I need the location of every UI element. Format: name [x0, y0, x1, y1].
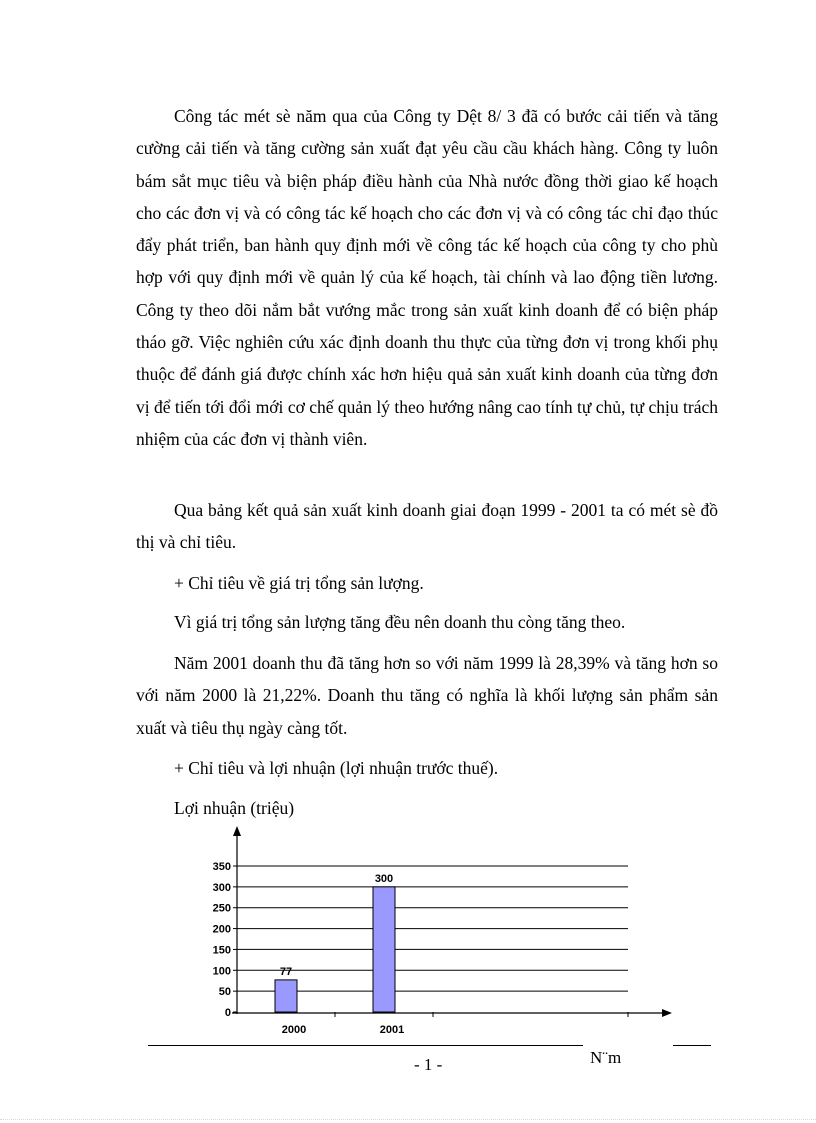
heading-profit: + Chỉ tiêu và lợi nhuận (lợi nhuận trước thuế). [174, 758, 499, 778]
paragraph-intro: Công tác mét sè năm qua của Công ty Dệt 8/ 3 đã có bước cải tiến và tăng cường cải tiến và tăng cường sản xuất đạt yêu cầu cầu khách hàng. Công ty luôn bám sắt mục tiêu và biện pháp điều hành của Nhà nước đồng thời giao kế hoạch cho các đơn vị và có công tác kế hoạch cho các đơn vị và có công tác chỉ đạo thúc đẩy phát triển, ban hành quy định mới về công tác kế hoạch của công ty cho phù hợp với quy định mới về quản lý của kế hoạch, tài chính và lao động tiền lương. Công ty theo dõi nắm bắt vướng mắc trong sản xuất kinh doanh để có biện pháp tháo gỡ. Việc nghiên cứu xác định doanh thu thực của từng đơn vị trong khối phụ thuộc để đánh giá được chính xác hơn hiệu quả sản xuất kinh doanh của từng đơn vị để tiến tới đổi mới cơ chế quản lý theo hướng nâng cao tính tự chủ, tự chịu trách nhiệm của các đơn vị thành viên. [136, 106, 718, 449]
y-tick-label: 200 [212, 923, 231, 936]
y-tick-label: 50 [218, 986, 231, 999]
paragraph-revenue-growth: Năm 2001 doanh thu đã tăng hơn so với năm 1999 là 28,39% và tăng hơn so với năm 2000 là 21,22%. Doanh thu tăng có nghĩa là khối lượng sản phẩm sản xuất và tiêu thụ ngày càng tốt. [136, 653, 718, 738]
y-tick-label: 350 [212, 861, 231, 873]
x-axis-arrow-icon [662, 1009, 672, 1017]
x-axis-label: N¨m [590, 1048, 622, 1067]
y-axis-arrow-icon [233, 826, 241, 836]
y-tick-label: 250 [212, 902, 231, 915]
page-number: - 1 - [414, 1055, 443, 1074]
bar-2000 [275, 980, 297, 1012]
bar-2001 [373, 887, 395, 1012]
chart-gridlines [237, 866, 628, 991]
footer-rule-left [148, 1045, 583, 1046]
data-label-2001: 300 [374, 872, 394, 885]
y-tick-label: 100 [212, 965, 231, 978]
heading-total-output: + Chỉ tiêu về giá trị tổng sản lượng. [174, 573, 424, 593]
x-tick-label-2001: 2001 [379, 1024, 405, 1036]
y-tick-label: 150 [212, 944, 231, 957]
page-edge-dots [0, 1119, 816, 1120]
footer-rule-right [673, 1045, 711, 1046]
x-tick-label-2000: 2000 [281, 1024, 307, 1036]
y-axis-label: Lợi nhuận (triệu) [174, 798, 295, 818]
paragraph-summary: Qua bảng kết quả sản xuất kinh doanh giai đoạn 1999 - 2001 ta có mét sè đồ thị và chỉ tiêu. [136, 500, 718, 553]
data-label-2000: 77 [279, 965, 293, 978]
y-tick-label: 0 [224, 1007, 231, 1019]
y-tick-label: 300 [212, 881, 231, 894]
paragraph-revenue-note: Vì giá trị tổng sản lượng tăng đều nên doanh thu còng tăng theo. [174, 612, 626, 632]
